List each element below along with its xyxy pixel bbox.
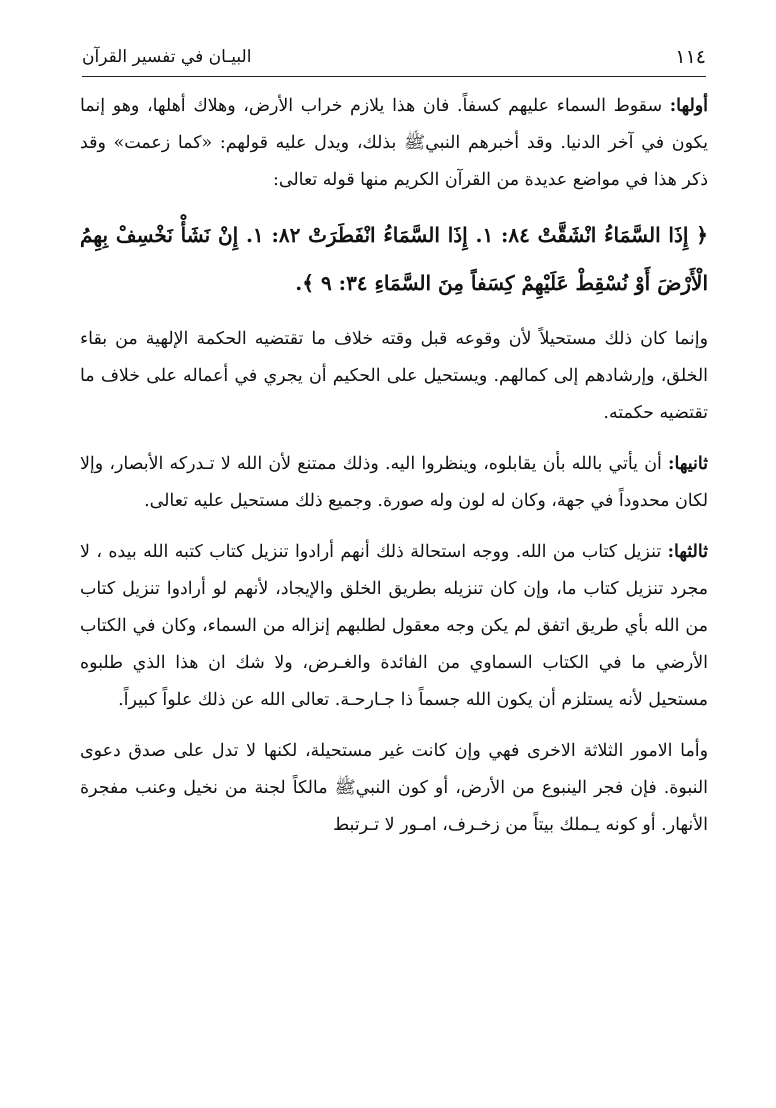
paragraph-second-lead: ثانيها: <box>668 454 708 474</box>
paragraph-third-text: تنزيل كتاب من الله. ووجه استحالة ذلك أنهم أرادوا تنزيل كتاب كتبه الله بيده ، لا مجرد تنزيل كتاب ما، وإن كان تنزيله بطريق الخلق والإيجاد، لأنهم لو أرادوا تنزيل كتاب من الله بأي طريق اتفق لم يكن وجه معقول لطلبهم إنزاله من السماء، وكان في الكتاب الأرضي ما في الكتاب السماوي من الفائدة والغـرض، ولا شك ان هذا الذي طلبوه مستحيل لأنه يستلزم أن يكون الله جسماً ذا جـارحـة. تعالى الله عن ذلك علواً كبيراً. <box>80 542 708 710</box>
page-number: ١١٤ <box>675 46 706 68</box>
page-body <box>80 88 708 844</box>
paragraph-third-lead: ثالثها: <box>667 542 708 562</box>
paragraph-second <box>80 446 708 520</box>
running-header <box>82 38 706 77</box>
book-title: البيـان في تفسير القرآن <box>82 47 252 67</box>
paragraph-first-lead: أولها: <box>669 96 708 116</box>
paragraph-second-text: أن يأتي بالله بأن يقابلوه، وينظروا اليه. وذلك ممتنع لأن الله لا تـدركه الأبصار، وإلا لكان محدوداً في جهة، وكان له لون وله صورة. وجميع ذلك مستحيل عليه تعالى. <box>80 454 708 511</box>
paragraph-first-text: سقوط السماء عليهم كسفاً. فان هذا يلازم خراب الأرض، وهلاك أهلها، وهو إنما يكون في آخر الدنيا. وقد أخبرهم النبيﷺ بذلك، ويدل عليه قولهم: «كما زعمت» وقد ذكر هذا في مواضع عديدة من القرآن الكريم منها قوله تعالى: <box>80 96 708 190</box>
paragraph-explanation: وإنما كان ذلك مستحيلاً لأن وقوعه قبل وقته خلاف ما تقتضيه الحكمة الإلهية من بقاء الخلق، وإرشادهم إلى كمالهم. ويستحيل على الحكيم أن يجري في أعماله على خلاف ما تقتضيه حكمته. <box>80 329 708 423</box>
paragraph-first <box>80 88 708 199</box>
quran-verse: ﴿ إِذَا السَّمَاءُ انْشَقَّتْ ٨٤: ١. إِذَا السَّمَاءُ انْفَطَرَتْ ٨٢: ١. إِنْ نَشَأْ نَخْسِفْ بِهِمُ الْأَرْضَ أَوْ نُسْقِطْ عَلَيْهِمْ كِسَفاً مِنَ السَّمَاءِ ٣٤: ٩ ﴾. <box>80 223 708 295</box>
paragraph-remaining: وأما الامور الثلاثة الاخرى فهي وإن كانت غير مستحيلة، لكنها لا تدل على صدق دعوى النبوة. فإن فجر الينبوع من الأرض، أو كون النبيﷺ مالكاً لجنة من نخيل وعنب مفجرة الأنهار. أو كونه يـملك بيتاً من زخـرف، امـور لا تـرتبط <box>80 741 708 835</box>
paragraph-third <box>80 534 708 719</box>
